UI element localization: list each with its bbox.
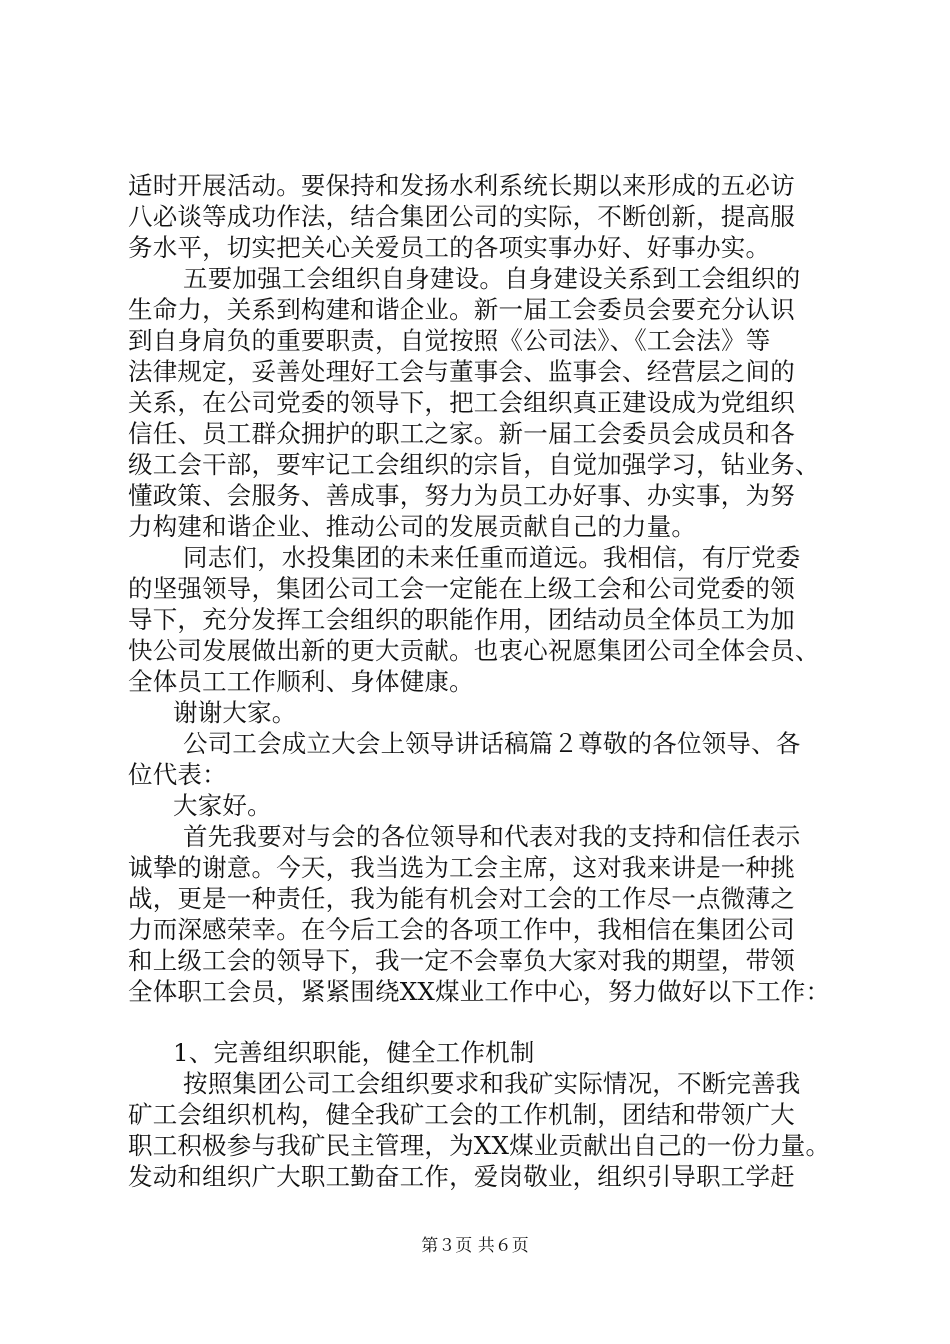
text-line: 和上级工会的领导下，我一定不会辜负大家对我的期望，带领	[128, 946, 795, 975]
text-line: 位代表：	[128, 760, 227, 789]
text-line: 全体员工工作顺利、身体健康。	[128, 667, 474, 696]
text-line: 快公司发展做出新的更大贡献。也衷心祝愿集团公司全体会员、	[128, 636, 820, 665]
text-line: 适时开展活动。要保持和发扬水利系统长期以来形成的五必访	[128, 171, 795, 200]
paragraph-start-line: 谢谢大家。	[173, 698, 297, 727]
text-line: 矿工会组织机构，健全我矿工会的工作机制，团结和带领广大	[128, 1100, 795, 1129]
text-line: 发动和组织广大职工勤奋工作，爱岗敬业，组织引导职工学赶	[128, 1162, 795, 1191]
text-line: 生命力，关系到构建和谐企业。新一届工会委员会要充分认识	[128, 295, 795, 324]
paragraph-start-line: 按照集团公司工会组织要求和我矿实际情况，不断完善我	[183, 1069, 801, 1098]
text-line: 职工积极参与我矿民主管理，为XX煤业贡献出自己的一份力量。	[128, 1131, 831, 1160]
text-line: 导下，充分发挥工会组织的职能作用，团结动员全体员工为加	[128, 605, 795, 634]
document-body	[128, 170, 831, 1192]
text-line: 八必谈等成功作法，结合集团公司的实际，不断创新，提高服	[128, 202, 795, 231]
paragraph-start-line: 大家好。	[173, 791, 272, 820]
text-line: 的坚强领导，集团公司工会一定能在上级工会和公司党委的领	[128, 574, 795, 603]
paragraph-start-line: 同志们，水投集团的未来任重而道远。我相信，有厅党委	[183, 543, 801, 572]
text-line: 关系，在公司党委的领导下，把工会组织真正建设成为党组织	[128, 388, 795, 417]
text-line: 法律规定，妥善处理好工会与董事会、监事会、经营层之间的	[128, 357, 795, 386]
text-line: 力构建和谐企业、推动公司的发展贡献自己的力量。	[128, 512, 697, 541]
text-line: 懂政策、会服务、善成事，努力为员工办好事、办实事，为努	[128, 481, 795, 510]
text-line: 务水平，切实把关心关爱员工的各项实事办好、好事办实。	[128, 233, 771, 262]
text-line: 战，更是一种责任，我为能有机会对工会的工作尽一点微薄之	[128, 884, 795, 913]
page-number-footer: 第３页 共６页	[421, 1236, 529, 1256]
paragraph-start-line: 公司工会成立大会上领导讲话稿篇２尊敬的各位领导、各	[183, 729, 801, 758]
text-line: 到自身肩负的重要职责，自觉按照《公司法》、《工会法》等	[128, 326, 771, 355]
paragraph-start-line: 首先我要对与会的各位领导和代表对我的支持和信任表示	[183, 822, 801, 851]
paragraph-start-line: 五要加强工会组织自身建设。自身建设关系到工会组织的	[183, 264, 801, 293]
section-heading: 1、完善组织职能，健全工作机制	[173, 1038, 535, 1067]
text-line: 级工会干部，要牢记工会组织的宗旨，自觉加强学习，钻业务、	[128, 450, 820, 479]
text-line: 力而深感荣幸。在今后工会的各项工作中，我相信在集团公司	[128, 915, 795, 944]
text-line: 信任、员工群众拥护的职工之家。新一届工会委员会成员和各	[128, 419, 795, 448]
text-line: 诚挚的谢意。今天，我当选为工会主席，这对我来讲是一种挑	[128, 853, 795, 882]
text-line: 全体职工会员，紧紧围绕XX煤业工作中心，努力做好以下工作：	[128, 977, 831, 1006]
